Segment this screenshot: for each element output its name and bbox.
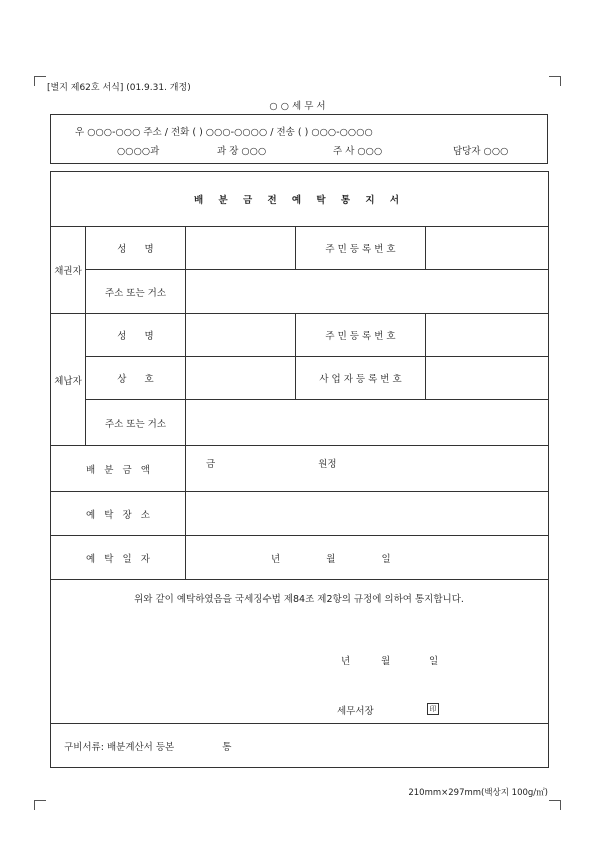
contact-box — [50, 114, 548, 164]
seal-icon: 印 — [427, 703, 439, 715]
attachment-label: 구비서류: 배분계산서 등본 — [64, 741, 175, 753]
creditor-address-field[interactable] — [186, 270, 549, 314]
contact-line: 우 ○○○-○○○ 주소 / 전화 ( ) ○○○-○○○○ / 전송 ( ) ○○○-○○○○ — [75, 127, 373, 138]
place-label: 예 탁 장 소 — [51, 492, 186, 536]
officer-name: 주 사 ○○○ — [333, 146, 383, 157]
debtor-id-field[interactable] — [426, 314, 549, 357]
notice-form-table — [50, 171, 549, 768]
debtor-biz-field[interactable] — [426, 357, 549, 400]
debtor-address-label: 주소 또는 거소 — [86, 400, 186, 446]
creditor-name-field[interactable] — [186, 227, 296, 270]
debtor-name-field[interactable] — [186, 314, 296, 357]
amount-prefix: 금 — [206, 458, 216, 470]
dept-name: ○○○○과 — [117, 146, 160, 157]
form-id: [별지 제62호 서식] (01.9.31. 개정) — [47, 83, 191, 93]
notice-month: 월 — [381, 656, 391, 667]
manager-name: 과 장 ○○○ — [217, 146, 267, 157]
creditor-name-label: 성 명 — [86, 227, 186, 270]
date-month: 월 — [326, 553, 336, 565]
office-header: ○ ○ 세 무 서 — [269, 101, 326, 112]
date-label: 예 탁 일 자 — [51, 536, 186, 580]
contact-person: 담당자 ○○○ — [453, 146, 509, 157]
notice-text: 위와 같이 예탁하였음을 국세징수법 제84조 제2항의 규정에 의하여 통지합니다. — [134, 594, 464, 605]
debtor-trade-field[interactable] — [186, 357, 296, 400]
attachment-row — [51, 724, 549, 768]
notice-day: 일 — [429, 656, 439, 667]
debtor-address-field[interactable] — [186, 400, 549, 446]
date-field[interactable] — [186, 536, 549, 580]
creditor-id-label: 주 민 등 록 번 호 — [296, 227, 426, 270]
amount-label: 배 분 금 액 — [51, 446, 186, 492]
creditor-address-label: 주소 또는 거소 — [86, 270, 186, 314]
debtor-name-label: 성 명 — [86, 314, 186, 357]
form-title: 배 분 금 전 예 탁 통 지 서 — [51, 172, 549, 227]
creditor-group-label: 채권자 — [51, 227, 86, 314]
notice-year: 년 — [341, 656, 351, 667]
debtor-group-label: 체납자 — [51, 314, 86, 446]
creditor-id-field[interactable] — [426, 227, 549, 270]
place-field[interactable] — [186, 492, 549, 536]
signer-title: 세무서장 — [337, 706, 374, 717]
date-day: 일 — [381, 553, 391, 565]
debtor-trade-label: 상 호 — [86, 357, 186, 400]
seal-wrapper — [427, 703, 439, 715]
amount-suffix: 원정 — [318, 458, 337, 470]
paper-spec: 210mm×297mm(백상지 100g/㎡) — [408, 788, 548, 798]
debtor-id-label: 주 민 등 록 번 호 — [296, 314, 426, 357]
amount-field[interactable] — [186, 446, 549, 492]
notice-body — [51, 580, 549, 724]
attachment-suffix: 통 — [222, 741, 232, 753]
date-year: 년 — [271, 553, 281, 565]
debtor-biz-label: 사 업 자 등 록 번 호 — [296, 357, 426, 400]
